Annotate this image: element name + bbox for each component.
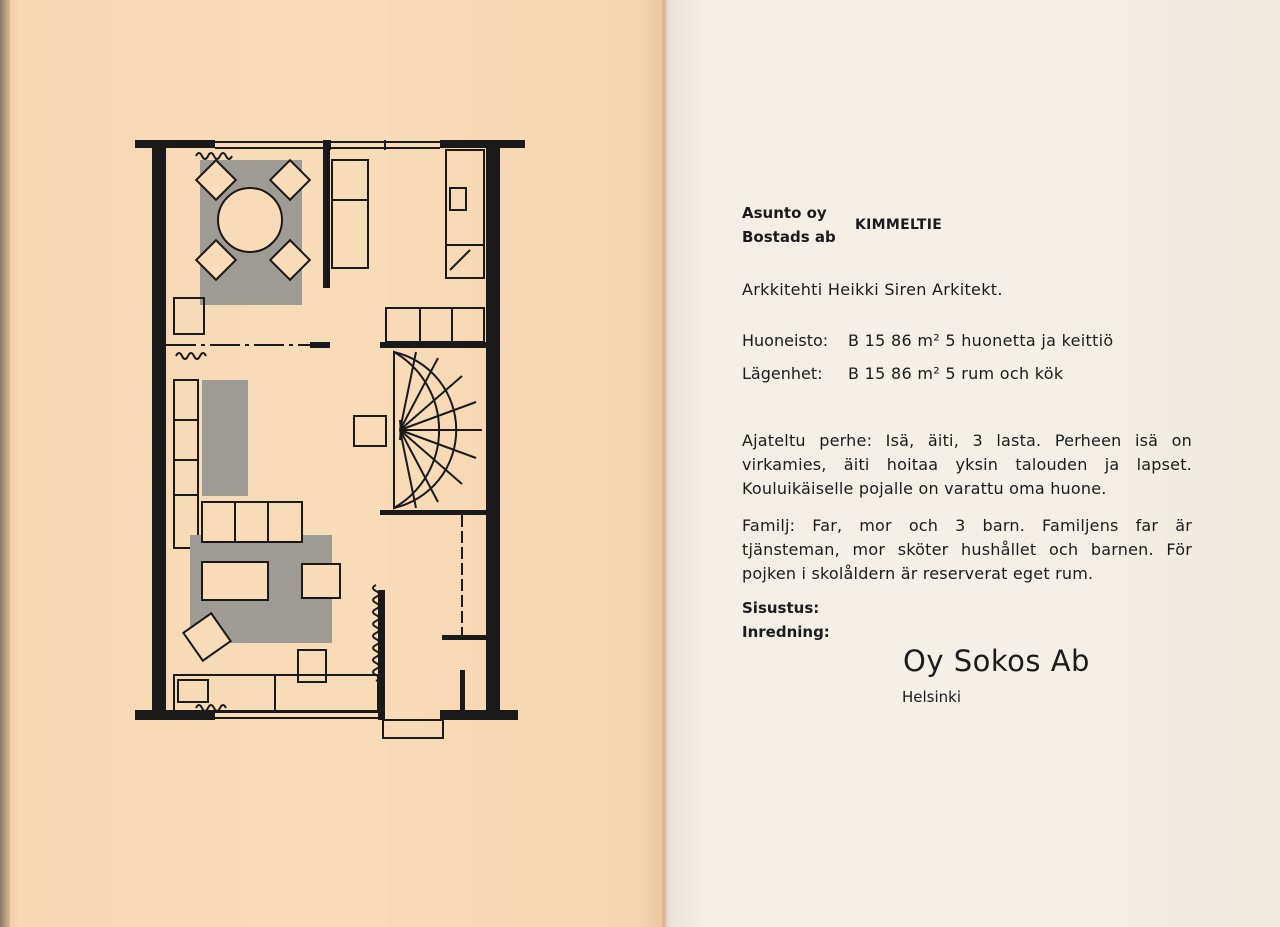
family-description-swedish: Familj: Far, mor och 3 barn. Familjens far är tjänsteman, mor sköter hushållet och barnen. För pojken i skolåldern är reserverat eget rum.	[742, 516, 1192, 583]
furnishing-label-finnish: Sisustus:	[742, 599, 820, 617]
furnishing-label-swedish: Inredning:	[742, 623, 830, 641]
furnishing-company: Oy Sokos Ab	[903, 644, 1090, 678]
wall-top-left	[135, 140, 215, 148]
kitchen-sofa	[332, 160, 368, 268]
furnishing-city: Helsinki	[902, 688, 962, 706]
living-sofa	[202, 502, 302, 542]
wall-right	[486, 140, 500, 720]
apartment-label-finnish: Huoneisto:	[742, 331, 829, 350]
floor-plan	[130, 130, 530, 750]
wall-top-right	[440, 140, 525, 148]
architect-credit: Arkkitehti Heikki Siren Arkitekt.	[742, 280, 1003, 299]
company-prefix-swedish: Bostads ab	[742, 228, 836, 246]
book-spine	[662, 0, 670, 927]
apartment-label-swedish: Lägenhet:	[742, 364, 823, 383]
wall-left	[152, 140, 166, 720]
page-edge	[0, 0, 10, 927]
dining-table	[218, 188, 282, 252]
company-prefix-finnish: Asunto oy	[742, 204, 827, 222]
kitchen-counter	[446, 150, 484, 278]
company-name: KIMMELTIE	[855, 217, 943, 233]
apartment-value-finnish: B 15 86 m² 5 huonetta ja keittiö	[848, 331, 1114, 350]
coffee-table	[202, 562, 268, 600]
wall-bottom-right	[440, 710, 518, 720]
apartment-value-swedish: B 15 86 m² 5 rum och kök	[848, 364, 1064, 383]
family-description-finnish: Ajateltu perhe: Isä, äiti, 3 lasta. Perheen isä on virkamies, äiti hoitaa yksin talouden ja lapset. Kouluikäiselle pojalle on varattu oma huone.	[742, 431, 1192, 498]
